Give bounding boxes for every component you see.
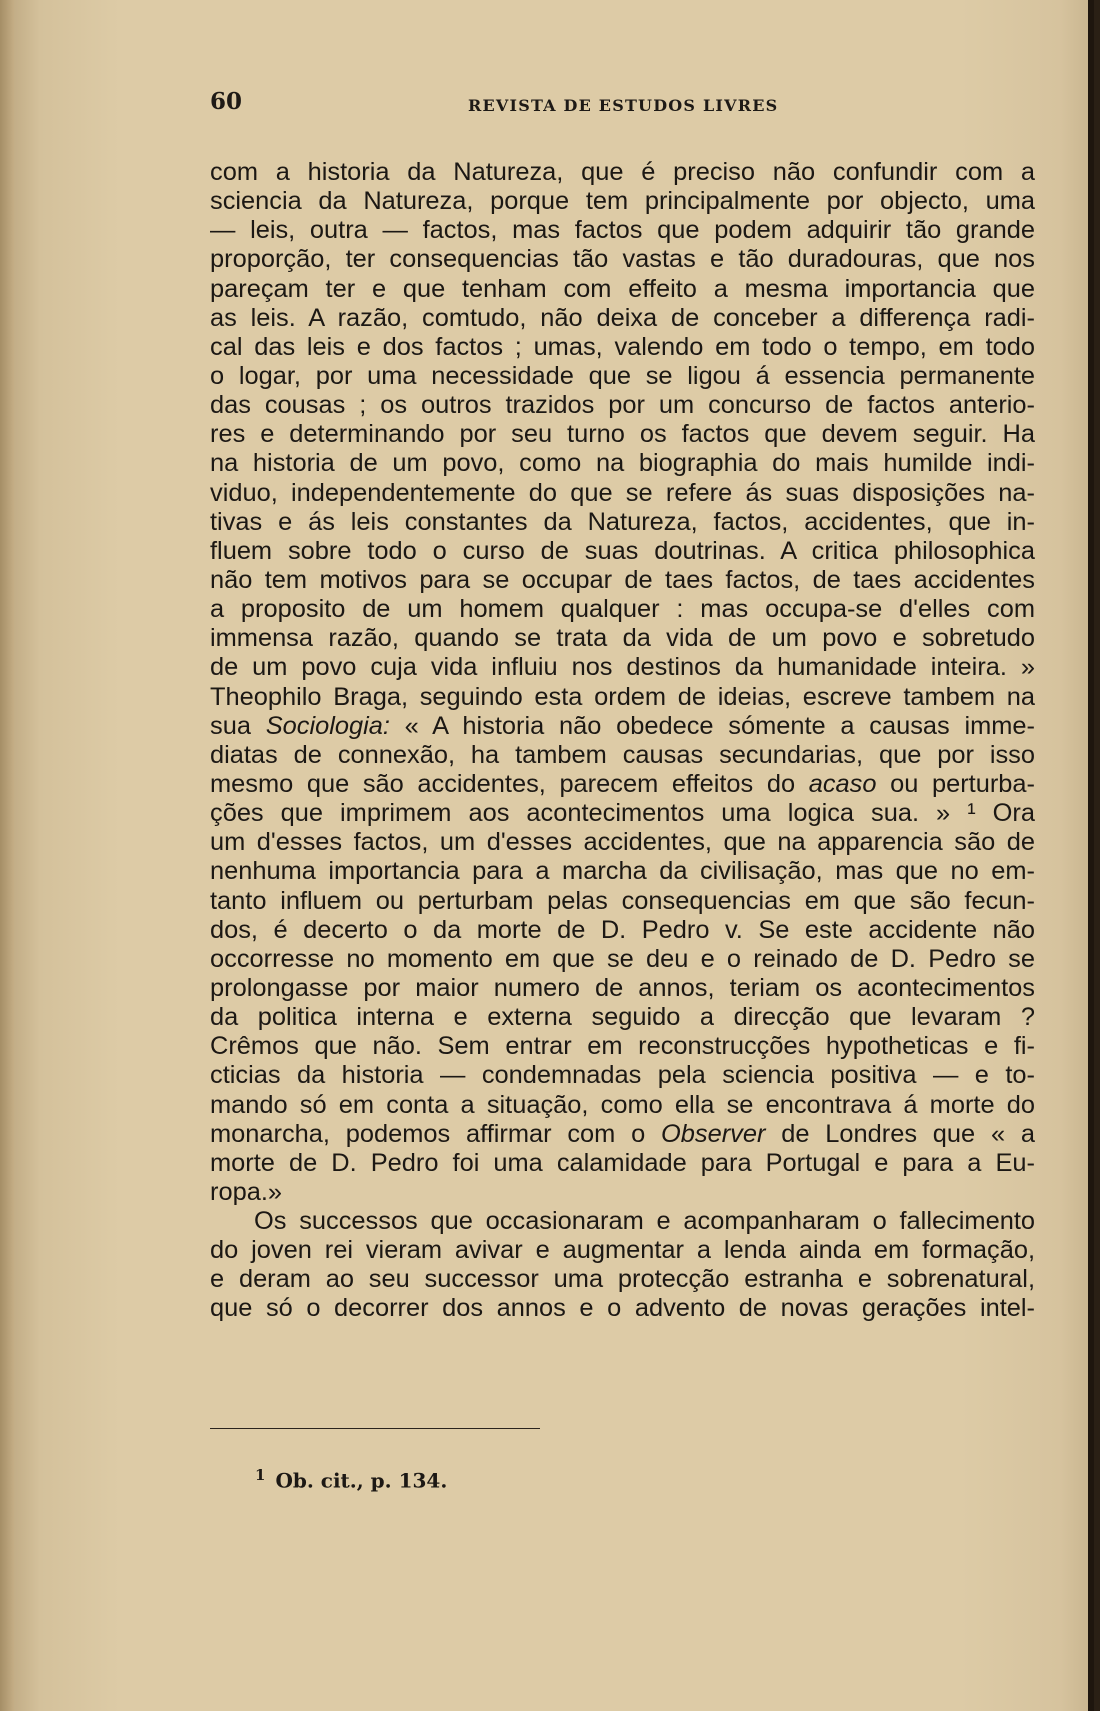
text-line: pareçam ter e que tenham com effeito a mesma importancia que [210, 274, 1035, 303]
text-line: res e determinando por seu turno os factos que devem seguir. Ha [210, 420, 1035, 449]
text-line: prolongasse por maior numero de annos, teriam os acontecimentos [210, 973, 1035, 1002]
running-header [210, 88, 1030, 122]
text-line: e deram ao seu successor uma protecção estranha e sobrenatural, [210, 1265, 1035, 1294]
page-left-edge [0, 0, 14, 1711]
book-title-sociologia: Sociologia: [265, 711, 390, 740]
page-number: 60 [210, 88, 243, 115]
text-line: Theophilo Braga, seguindo esta ordem de ideias, escreve tambem na [210, 682, 1035, 711]
text-line: ções que imprimem aos acontecimentos uma logica sua. » ¹ Ora [210, 799, 1035, 828]
text-line: o logar, por uma necessidade que se ligou á essencia permanente [210, 361, 1035, 390]
text-segment: de Londres que « a [765, 1119, 1035, 1148]
text-segment: ou perturba- [876, 769, 1035, 798]
text-segment: monarcha, podemos affirmar com o [210, 1119, 662, 1148]
text-line: fluem sobre todo o curso de suas doutrinas. A critica philosophica [210, 536, 1035, 565]
text-line: mando só em conta a situação, como ella se encontrava á morte do [210, 1090, 1035, 1119]
running-title: REVISTA DE ESTUDOS LIVRES [468, 96, 779, 115]
text-line: que só o decorrer dos annos e o advento de novas gerações intel- [210, 1294, 1035, 1323]
text-line [210, 712, 1035, 741]
text-line [210, 1120, 1035, 1149]
footnote-rule [210, 1428, 540, 1429]
body-text [210, 158, 1035, 1324]
text-segment: mesmo que são accidentes, parecem effeitos do [210, 769, 809, 798]
text-line: ropa.» [210, 1177, 282, 1206]
text-line: sciencia da Natureza, porque tem principalmente por objecto, uma [210, 187, 1035, 216]
italic-acaso: acaso [808, 769, 877, 798]
text-line: das cousas ; os outros trazidos por um concurso de factos anterio- [210, 391, 1035, 420]
text-line: a proposito de um homem qualquer : mas occupa-se d'elles com [210, 595, 1035, 624]
text-line [210, 770, 1035, 799]
footnote [255, 1466, 447, 1493]
text-line: do joven rei vieram avivar e augmentar a lenda ainda em formação, [210, 1236, 1035, 1265]
text-line: não tem motivos para se occupar de taes factos, de taes accidentes [210, 565, 1035, 594]
text-line: tanto influem ou perturbam pelas consequencias em que são fecun- [210, 886, 1035, 915]
paragraph-start-line: Os successos que occasionaram e acompanharam o fallecimento [254, 1207, 1035, 1236]
text-line: com a historia da Natureza, que é preciso não confundir com a [210, 158, 1035, 186]
text-line: viduo, independentemente do que se refere ás suas disposições na- [210, 478, 1035, 507]
text-line: dos, é decerto o da morte de D. Pedro v. Se este accidente não [210, 915, 1035, 944]
text-line: tivas e ás leis constantes da Natureza, factos, accidentes, que in- [210, 507, 1035, 536]
text-segment: sua [210, 711, 266, 740]
text-line: morte de D. Pedro foi uma calamidade para Portugal e para a Eu- [210, 1148, 1035, 1177]
text-line: nenhuma importancia para a marcha da civilisação, mas que no em- [210, 857, 1035, 886]
text-line: diatas de connexão, ha tambem causas secundarias, que por isso [210, 740, 1035, 769]
text-line: Crêmos que não. Sem entrar em reconstrucções hypotheticas e fi- [210, 1032, 1035, 1061]
text-line: cticias da historia — condemnadas pela sciencia positiva — e to- [210, 1061, 1035, 1090]
text-line: um d'esses factos, um d'esses accidentes, que na apparencia são de [210, 828, 1035, 857]
text-line: proporção, ter consequencias tão vastas e tão duradouras, que nos [210, 245, 1035, 274]
text-line: immensa razão, quando se trata da vida de um povo e sobretudo [210, 624, 1035, 653]
text-line: da politica interna e externa seguido a direcção que levaram ? [210, 1003, 1035, 1032]
footnote-text: Ob. cit., p. 134. [275, 1468, 448, 1493]
text-line: — leis, outra — factos, mas factos que podem adquirir tão grande [210, 216, 1035, 245]
text-line: occorresse no momento em que se deu e o reinado de D. Pedro se [210, 944, 1035, 973]
text-line: as leis. A razão, comtudo, não deixa de conceber a differença radi- [210, 303, 1035, 332]
text-segment: « A historia não obedece sómente a causas imme- [389, 711, 1035, 740]
text-line: cal das leis e dos factos ; umas, valendo em todo o tempo, em todo [210, 332, 1035, 361]
newspaper-observer: Observer [661, 1119, 766, 1148]
text-line: na historia de um povo, como na biographia do mais humilde indi- [210, 449, 1035, 478]
text-line: de um povo cuja vida influiu nos destinos da humanidade inteira. » [210, 653, 1035, 682]
page-right-edge [1088, 0, 1094, 1711]
footnote-mark: 1 [255, 1466, 266, 1484]
